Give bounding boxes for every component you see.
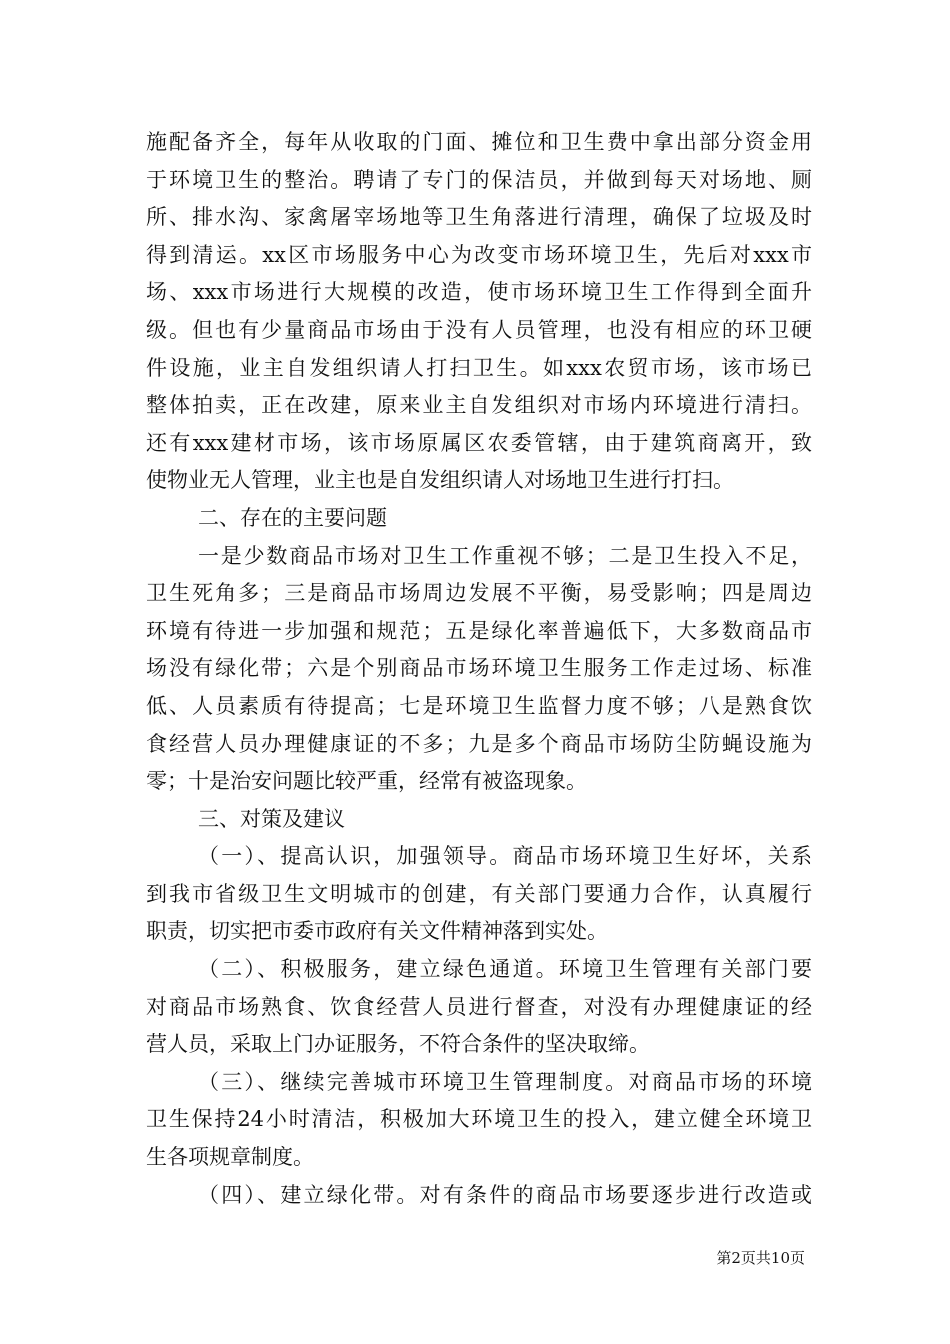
text-line: 职责，切实把市委市政府有关文件精神落到实处。: [146, 919, 608, 944]
section-heading: 三、对策及建议: [198, 806, 345, 831]
text-line: 还有xxx建材市场，该市场原属区农委管辖，由于建筑商离开，致: [146, 430, 812, 455]
text-line: 所、排水沟、家禽屠宰场地等卫生角落进行清理，确保了垃圾及时: [146, 205, 812, 230]
text-line: （二）、积极服务，建立绿色通道。环境卫生管理有关部门要: [198, 957, 812, 982]
text-line: 场、xxx市场进行大规模的改造，使市场环境卫生工作得到全面升: [146, 280, 812, 305]
text-line: 于环境卫生的整治。聘请了专门的保洁员，并做到每天对场地、厕: [146, 167, 812, 192]
text-line: 营人员，采取上门办证服务，不符合条件的坚决取缔。: [146, 1032, 650, 1057]
text-line: 卫生保持24小时清洁，积极加大环境卫生的投入，建立健全环境卫: [146, 1107, 812, 1132]
text-line: 食经营人员办理健康证的不多；九是多个商品市场防尘防蝇设施为: [146, 731, 812, 756]
text-line: 级。但也有少量商品市场由于没有人员管理，也没有相应的环卫硬: [146, 317, 812, 342]
text-line: 到我市省级卫生文明城市的创建，有关部门要通力合作，认真履行: [146, 881, 812, 906]
text-line: 卫生死角多；三是商品市场周边发展不平衡，易受影响；四是周边: [146, 581, 812, 606]
text-line: 生各项规章制度。: [146, 1145, 314, 1170]
text-line: 件设施，业主自发组织请人打扫卫生。如xxx农贸市场，该市场已: [146, 355, 812, 380]
text-line: 得到清运。xx区市场服务中心为改变市场环境卫生，先后对xxx市: [146, 242, 812, 267]
page-number: 第2页共10页: [716, 1249, 805, 1267]
text-line: （三）、继续完善城市环境卫生管理制度。对商品市场的环境: [198, 1069, 812, 1094]
text-line: 低、人员素质有待提高；七是环境卫生监督力度不够；八是熟食饮: [146, 693, 812, 718]
document-body: [146, 124, 812, 1214]
text-line: 环境有待进一步加强和规范；五是绿化率普遍低下，大多数商品市: [146, 618, 812, 643]
text-line: 对商品市场熟食、饮食经营人员进行督查，对没有办理健康证的经: [146, 994, 812, 1019]
text-line: （四）、建立绿化带。对有条件的商品市场要逐步进行改造或: [198, 1182, 812, 1207]
section-heading: 二、存在的主要问题: [198, 505, 387, 530]
text-line: 整体拍卖，正在改建，原来业主自发组织对市场内环境进行清扫。: [146, 393, 812, 418]
text-line: 施配备齐全，每年从收取的门面、摊位和卫生费中拿出部分资金用: [146, 130, 812, 154]
text-line: 一是少数商品市场对卫生工作重视不够；二是卫生投入不足，: [198, 543, 812, 568]
text-line: 零；十是治安问题比较严重，经常有被盗现象。: [146, 769, 587, 794]
text-line: 使物业无人管理，业主也是自发组织请人对场地卫生进行打扫。: [146, 468, 734, 493]
text-line: 场没有绿化带；六是个别商品市场环境卫生服务工作走过场、标准: [146, 656, 812, 681]
text-line: （一）、提高认识，加强领导。商品市场环境卫生好坏，关系: [198, 844, 812, 869]
